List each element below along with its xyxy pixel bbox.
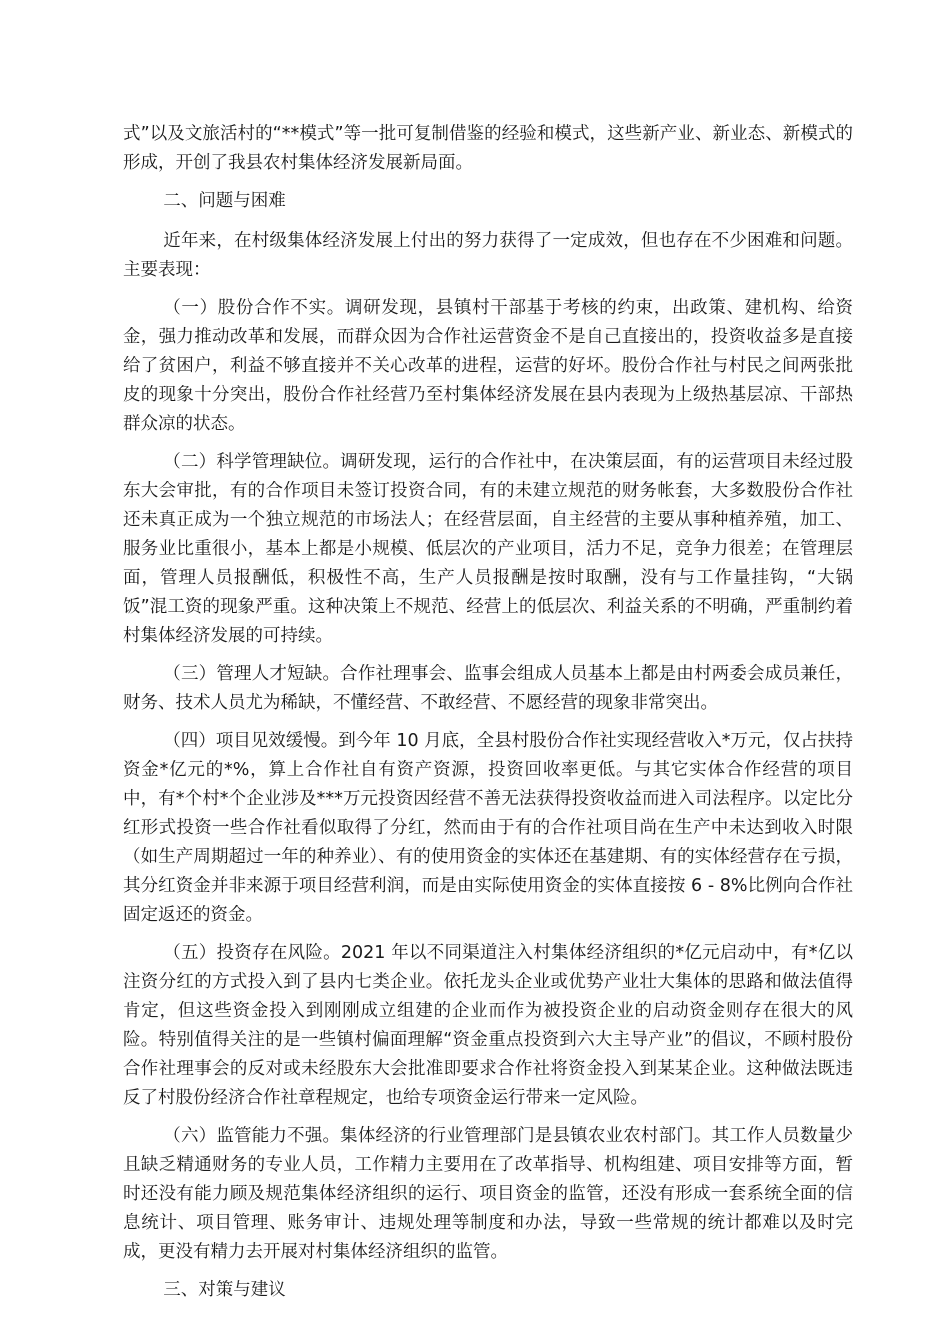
paragraph-item-1: （一）股份合作不实。调研发现，县镇村干部基于考核的约束，出政策、建机构、给资金，强力推动改革和发展，而群众因为合作社运营资金不是自己直接出的，投资收益多是直接给了贫困户，利益不够直接并不关心改革的进程，运营的好坏。股份合作社与村民之间两张批皮的现象十分突出，股份合作社经营乃至村集体经济发展在县内表现为上级热基层凉、干部热群众凉的状态。 (123, 298, 853, 434)
paragraph-intro: 近年来，在村级集体经济发展上付出的努力获得了一定成效，但也存在不少困难和问题。主要表现： (123, 231, 853, 280)
paragraph-item-3: （三）管理人才短缺。合作社理事会、监事会组成人员基本上都是由村两委会成员兼任，财务、技术人员尤为稀缺，不懂经营、不敢经营、不愿经营的现象非常突出。 (123, 664, 853, 713)
paragraph-item-4: （四）项目见效缓慢。到今年 10 月底，全县村股份合作社实现经营收入*万元，仅占扶持资金*亿元的*%，算上合作社自有资产资源，投资回收率更低。与其它实体合作经营的项目中，有*个村*个企业涉及***万元投资因经营不善无法获得投资收益而进入司法程序。以定比分红形式投资一些合作社看似取得了分红，然而由于有的合作社项目尚在生产中未达到收入时限（如生产周期超过一年的种养业）、有的使用资金的实体还在基建期、有的实体经营存在亏损，其分红资金并非来源于项目经营利润，而是由实际使用资金的实体直接按 6 - 8%比例向合作社固定返还的资金。 (123, 731, 853, 925)
paragraph-item-6: （六）监管能力不强。集体经济的行业管理部门是县镇农业农村部门。其工作人员数量少且缺乏精通财务的专业人员，工作精力主要用在了改革指导、机构组建、项目安排等方面，暂时还没有能力顾及规范集体经济组织的运行、项目资金的监管，还没有形成一套系统全面的信息统计、项目管理、账务审计、违规处理等制度和办法，导致一些常规的统计都难以及时完成，更没有精力去开展对村集体经济组织的监管。 (123, 1126, 853, 1262)
document-page (123, 120, 853, 1316)
section-heading-problems: 二、问题与困难 (163, 191, 286, 211)
paragraph-continuation: 式”以及文旅活村的“**模式”等一批可复制借鉴的经验和模式，这些新产业、新业态、新模式的形成，开创了我县农村集体经济发展新局面。 (123, 124, 853, 173)
paragraph-item-2: （二）科学管理缺位。调研发现，运行的合作社中，在决策层面，有的运营项目未经过股东大会审批，有的合作项目未签订投资合同，有的未建立规范的财务帐套，大多数股份合作社还未真正成为一个独立规范的市场法人；在经营层面，自主经营的主要从事种植养殖，加工、服务业比重很小，基本上都是小规模、低层次的产业项目，活力不足，竞争力很差；在管理层面，管理人员报酬低，积极性不高，生产人员报酬是按时取酬，没有与工作量挂钩，“大锅饭”混工资的现象严重。这种决策上不规范、经营上的低层次、利益关系的不明确，严重制约着村集体经济发展的可持续。 (123, 452, 853, 646)
paragraph-item-5: （五）投资存在风险。2021 年以不同渠道注入村集体经济组织的*亿元启动中，有*亿以注资分红的方式投入到了县内七类企业。依托龙头企业或优势产业壮大集体的思路和做法值得肯定，但这些资金投入到刚刚成立组建的企业而作为被投资企业的启动资金则存在很大的风险。特别值得关注的是一些镇村偏面理解“资金重点投资到六大主导产业”的倡议，不顾村股份合作社理事会的反对或未经股东大会批准即要求合作社将资金投入到某某企业。这种做法既违反了村股份经济合作社章程规定，也给专项资金运行带来一定风险。 (123, 943, 853, 1108)
section-heading-countermeasures: 三、对策与建议 (163, 1280, 286, 1300)
